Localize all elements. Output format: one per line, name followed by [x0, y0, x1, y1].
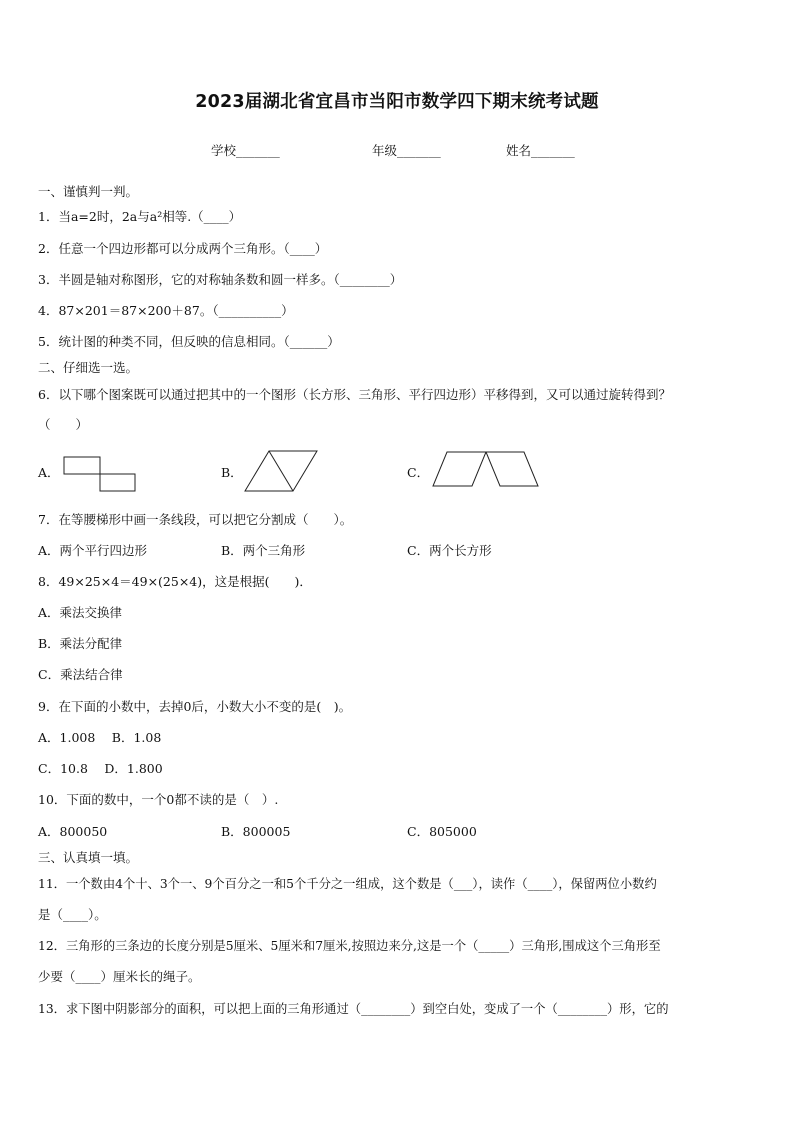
- question-10-option-a: A．800050: [38, 824, 108, 839]
- section-1-heading: 一、谨慎判一判。: [38, 184, 139, 199]
- question-6-blank: （ ）: [38, 417, 89, 432]
- question-6-stem: 6．以下哪个图案既可以通过把其中的一个图形（长方形、三角形、平行四边形）平移得到，又可以通过旋转得到？: [38, 387, 671, 402]
- question-8-option-a: A．乘法交换律: [38, 605, 123, 620]
- question-8-option-b: B．乘法分配律: [38, 636, 123, 651]
- question-6-option-a: A．: [38, 465, 60, 480]
- question-11-line-2: 是（____）。: [38, 907, 107, 922]
- option-c-parallelograms-figure: [432, 450, 540, 488]
- question-10-option-b: B．800005: [221, 824, 291, 839]
- question-2: 2．任意一个四边形都可以分成两个三角形。（____）: [38, 241, 328, 256]
- question-10-stem: 10．下面的数中，一个0都不读的是（ ）.: [38, 792, 279, 807]
- question-9-options-ab: A．1.008 B．1.08: [38, 730, 162, 745]
- page-title: 2023届湖北省宜昌市当阳市数学四下期末统考试题: [195, 92, 599, 112]
- question-9-stem: 9．在下面的小数中，去掉0后，小数大小不变的是( )。: [38, 699, 352, 714]
- question-12-line-2: 少要（____）厘米长的绳子。: [38, 969, 201, 984]
- question-7-stem: 7．在等腰梯形中画一条线段，可以把它分割成（ ）。: [38, 512, 353, 527]
- name-field[interactable]: 姓名_______: [506, 143, 575, 158]
- option-b-triangles-figure: [244, 449, 320, 493]
- question-6-option-b: B．: [221, 465, 243, 480]
- question-4: 4．87×201＝87×200＋87。（__________）: [38, 303, 294, 318]
- question-8-option-c: C．乘法结合律: [38, 667, 123, 682]
- grade-field[interactable]: 年级_______: [372, 143, 441, 158]
- question-5: 5．统计图的种类不同，但反映的信息相同。（______）: [38, 334, 340, 349]
- question-7-option-a: A．两个平行四边形: [38, 543, 148, 558]
- option-a-rectangles-figure: [62, 455, 138, 493]
- section-2-heading: 二、仔细选一选。: [38, 360, 139, 375]
- question-8-stem: 8．49×25×4＝49×(25×4)，这是根据( )．: [38, 574, 312, 589]
- question-13-line-1: 13．求下图中阴影部分的面积，可以把上面的三角形通过（________）到空白处，变成了一个（________）形，它的: [38, 1002, 669, 1016]
- question-6-option-c: C．: [407, 465, 430, 480]
- question-10-option-c: C．805000: [407, 824, 477, 839]
- question-9-options-cd: C．10.8 D．1.800: [38, 761, 163, 776]
- question-7-option-b: B．两个三角形: [221, 543, 306, 558]
- school-field[interactable]: 学校_______: [211, 143, 280, 158]
- question-11-line-1: 11．一个数由4个十、3个一、9个百分之一和5个千分之一组成，这个数是（___），读作（____），保留两位小数约: [38, 877, 657, 891]
- section-3-heading: 三、认真填一填。: [38, 850, 139, 865]
- question-7-option-c: C．两个长方形: [407, 543, 492, 558]
- question-12-line-1: 12．三角形的三条边的长度分别是5厘米、5厘米和7厘米,按照边来分,这是一个（_____）三角形,围成这个三角形至: [38, 939, 661, 953]
- question-1: 1．当a=2时，2a与a²相等.（____）: [38, 209, 242, 224]
- question-3: 3．半圆是轴对称图形，它的对称轴条数和圆一样多。（________）: [38, 272, 403, 287]
